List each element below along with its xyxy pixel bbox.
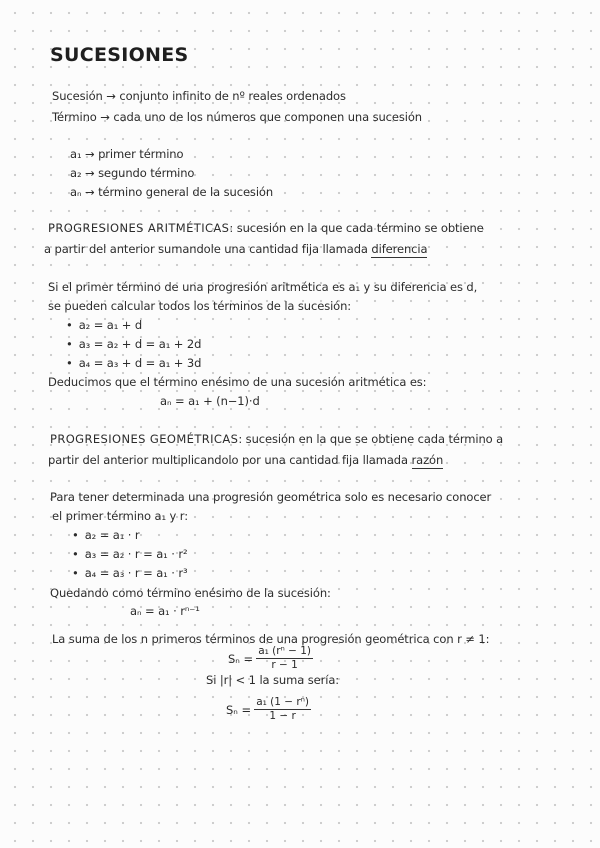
arithmetic-bullet-a4: • a₄ = a₃ + d = a₁ + 3d <box>66 356 201 370</box>
geometric-def-text2: partir del anterior multiplicandolo por una cantidad fija llamada <box>48 453 412 467</box>
arithmetic-conclusion: Deducimos que el término enésimo de una sucesión aritmética es: <box>48 375 427 389</box>
fraction-denominator: r − 1 <box>271 659 298 671</box>
geometric-bullet-a2: • a₂ = a₁ · r <box>72 528 140 542</box>
geometric-bullet-a3: • a₃ = a₂ · r = a₁ · r² <box>72 547 187 561</box>
fraction-2 <box>254 696 311 723</box>
geometric-heading: PROGRESIONES GEOMÉTRICAS <box>50 432 239 446</box>
geometric-bullet-a4: • a₄ = a₃ · r = a₁ · r³ <box>72 566 187 580</box>
term-an: aₙ → término general de la sucesión <box>70 185 274 199</box>
page-title: SUCESIONES <box>50 44 189 66</box>
term-a1: a₁ → primer término <box>70 147 184 161</box>
fraction-numerator: a₁ (rⁿ − 1) <box>258 645 312 657</box>
fraction-numerator-2: a₁ (1 − rⁿ) <box>256 696 310 708</box>
arithmetic-bullet-a2: • a₂ = a₁ + d <box>66 318 142 332</box>
definition-termino: Término → cada uno de los números que componen una sucesión <box>52 110 422 124</box>
geometric-paragraph-line1: Para tener determinada una progresión geométrica solo es necesario conocer <box>50 490 492 504</box>
arithmetic-definition-line2 <box>44 242 427 256</box>
geometric-general-formula: aₙ = a₁ · rⁿ⁻¹ <box>130 604 200 618</box>
arithmetic-general-formula: aₙ = a₁ + (n−1)·d <box>160 394 260 408</box>
arithmetic-heading: PROGRESIONES ARITMÉTICAS <box>48 221 230 235</box>
geometric-paragraph-line2: el primer término a₁ y r: <box>52 509 188 523</box>
arithmetic-paragraph-line2: se pueden calcular todos los términos de la sucesión: <box>48 299 352 313</box>
geometric-definition-line2 <box>48 453 443 467</box>
geometric-conclusion: Quedando como término enésimo de la sucesión: <box>50 586 331 600</box>
sum-lhs-2: Sₙ = <box>226 702 252 717</box>
fraction <box>256 645 313 672</box>
geometric-def-text: : sucesión en la que se obtiene cada término a <box>238 432 504 446</box>
sum-formula-r-not-1 <box>228 645 313 672</box>
sum-lhs: Sₙ = <box>228 651 254 666</box>
geometric-definition-line1 <box>50 432 503 446</box>
fraction-denominator-2: 1 − r <box>269 710 296 722</box>
term-razon: razón <box>411 453 444 467</box>
sum-formula-abs-r-lt-1 <box>226 696 311 723</box>
sum-intro: La suma de los n primeros términos de una progresión geométrica con r ≠ 1: <box>52 632 490 646</box>
arithmetic-paragraph-line1: Si el primer término de una progresión aritmética es a₁ y su diferencia es d, <box>48 280 478 294</box>
sum-condition: Si |r| < 1 la suma sería: <box>206 673 340 687</box>
term-a2: a₂ → segundo término <box>70 166 195 180</box>
arithmetic-bullet-a3: • a₃ = a₂ + d = a₁ + 2d <box>66 337 201 351</box>
arithmetic-definition-line1 <box>48 221 484 235</box>
arithmetic-def-text: : sucesión en la que cada término se obtiene <box>229 221 484 235</box>
term-diferencia: diferencia <box>371 242 428 256</box>
arithmetic-def-text2: a partir del anterior sumandole una cantidad fija llamada <box>44 242 372 256</box>
definition-sucesion: Sucesión → conjunto infinito de nº reales ordenados <box>52 89 346 103</box>
